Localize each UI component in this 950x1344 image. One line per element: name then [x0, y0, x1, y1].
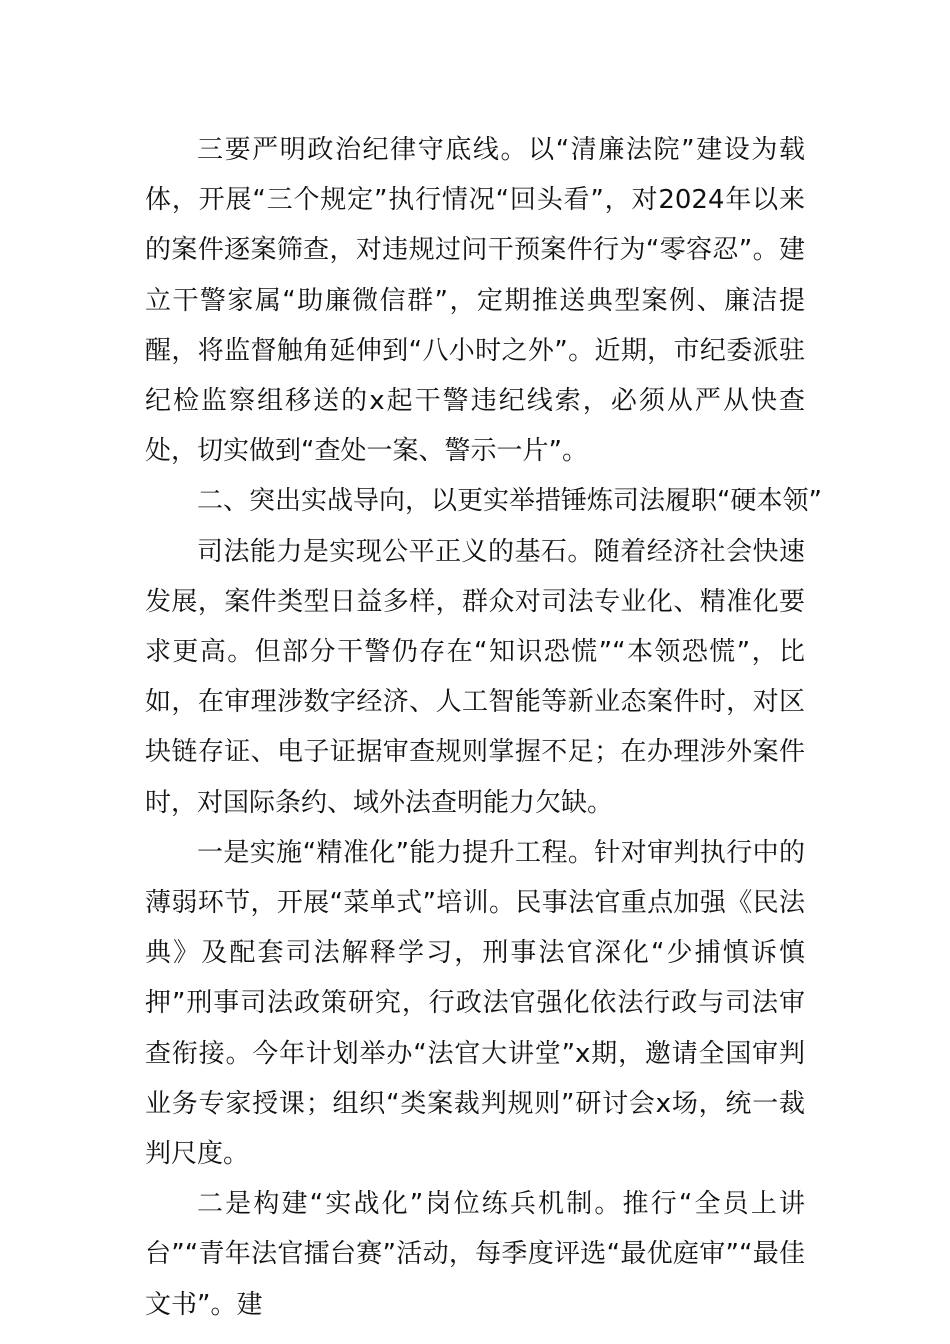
paragraph-political-discipline: 三要严明政治纪律守底线。以“清廉法院”建设为载体，开展“三个规定”执行情况“回头看”，对2024年以来的案件逐案筛查，对违规过问干预案件行为“零容忍”。建立干警家属“助廉微信群”，定期推送典型案例、廉洁提醒，将监督触角延伸到“八小时之外”。近期，市纪委派驻纪检监察组移送的x起干警违纪线索，必须从严从快查处，切实做到“查处一案、警示一片”。 — [145, 135, 805, 467]
paragraph-judicial-capability: 司法能力是实现公平正义的基石。随着经济社会快速发展，案件类型日益多样，群众对司法专业化、精准化要求更高。但部分干警仍存在“知识恐慌”“本领恐慌”，比如，在审理涉数字经济、人工智能等新业态案件时，对区块链存证、电子证据审查规则掌握不足；在办理涉外案件时，对国际条约、域外法查明能力欠缺。 — [145, 536, 805, 818]
document-body — [145, 125, 822, 1330]
section-heading-practical-orientation: 二、突出实战导向，以更实举措锤炼司法履职“硬本领” — [197, 486, 822, 517]
paragraph-precision-training: 一是实施“精准化”能力提升工程。针对审判执行中的薄弱环节，开展“菜单式”培训。民事法官重点加强《民法典》及配套司法解释学习，刑事法官深化“少捕慎诉慎押”刑事司法政策研究，行政法官强化依法行政与司法审查衔接。今年计划举办“法官大讲堂”x期，邀请全国审判业务专家授课；组织“类案裁判规则”研讨会x场，统一裁判尺度。 — [145, 837, 805, 1170]
paragraph-practical-drills: 二是构建“实战化”岗位练兵机制。推行“全员上讲台”“青年法官擂台赛”活动，每季度评选“最优庭审”“最佳文书”。建 — [145, 1189, 805, 1320]
